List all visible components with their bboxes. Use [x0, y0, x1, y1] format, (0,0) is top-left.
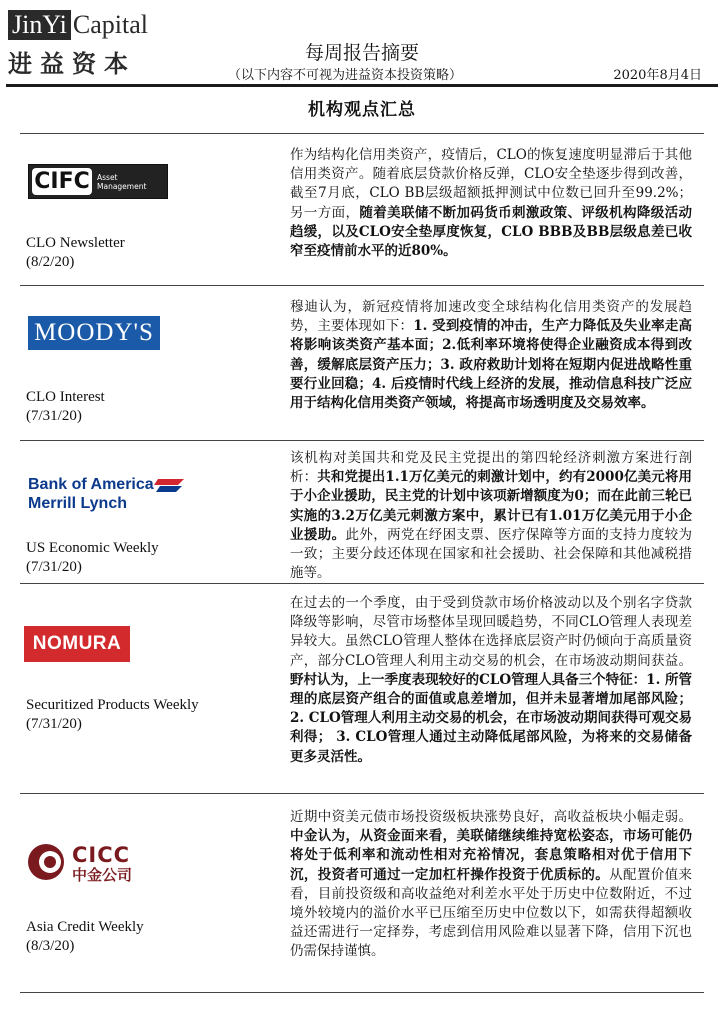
cicc-emblem-icon — [26, 842, 66, 882]
source-name: US Economic Weekly — [26, 540, 159, 556]
summary-text — [290, 298, 692, 413]
logo-chinese-name: 进益资本 — [8, 50, 136, 78]
bofa-flag-icon — [154, 477, 186, 495]
cicc-logo-cn: 中金公司 — [72, 866, 133, 884]
nomura-logo: NOMURA — [24, 626, 130, 662]
summary-plain: 作为结构化信用类资产，疫情后，CLO的恢复速度明显滞后于其他信用类资产。随着底层贷款价格反弹，CLO安全垫逐步得到改善，截至7月底，CLO BB层级超额抵押测试中位数已回升至99.2%；另一方面， — [290, 147, 692, 221]
source-name: CLO Interest — [26, 389, 105, 405]
source-info — [26, 539, 159, 577]
cifc-logo — [28, 164, 168, 199]
source-name: Asia Credit Weekly — [26, 919, 144, 935]
summary-plain: 该机构对美国共和党及民主党提出的第四轮经济刺激方案进行剖析： — [290, 450, 692, 486]
bofa-logo — [28, 475, 154, 513]
source-info — [26, 918, 144, 956]
summary-bold: 中金认为，从资金面来看，美联储继续维持宽松姿态，市场可能仍将处于低利率和流动性相对充裕情况，套息策略相对优于信用下沉，投资者可通过一定加杠杆操作投资于优质标的。 — [290, 828, 692, 883]
cicc-logo — [72, 844, 132, 884]
cifc-logo-subtext: Asset Management — [97, 172, 147, 191]
summary-bold: 1. 受到疫情的冲击，生产力降低及失业率走高将影响该类资产基本面；2.低利率环境将使得企业融资成本得到改善，缓解底层资产压力；3. 政府救助计划将在短期内促进战略性重要行业回稳；4. 后疫情时代线上经济的发展，推动信息科技广泛应用于结构化信用类资产领域，将提高市场透明度及交易效率。 — [290, 318, 693, 412]
source-name: CLO Newsletter — [26, 235, 125, 251]
summary-bold: 共和党提出1.1万亿美元的刺激计划中，约有2000亿美元将用于小企业援助，民主党的计划中该项新增额度为0；而在此前三轮已实施的3.2万亿美元刺激方案中，累计已有1.01万亿美元用于小企业援助。 — [290, 469, 692, 543]
summary-row-moodys — [20, 285, 704, 441]
summary-row-cicc — [20, 793, 704, 993]
summary-plain: 在过去的一个季度，由于受到贷款市场价格波动以及个别名字贷款降级等影响，尽管市场整体呈现回暖趋势，不同CLO管理人表现差异较大。虽然CLO管理人整体在选择底层资产时仍倾向于高质量资产，部分CLO管理人利用主动交易的机会，在市场波动期间获益。 — [290, 595, 692, 669]
source-name: Securitized Products Weekly — [26, 697, 199, 713]
logo-capital: Capital — [72, 10, 149, 39]
bofa-logo-line1: Bank of America — [28, 476, 154, 493]
source-info — [26, 696, 199, 734]
summary-row-nomura — [20, 583, 704, 794]
summary-text — [290, 449, 692, 583]
report-date: 2020年8月4日 — [613, 68, 702, 83]
source-date: (7/31/20) — [26, 716, 82, 732]
summary-row-cifc — [20, 133, 704, 286]
bottom-divider — [20, 992, 704, 993]
summary-row-bofa — [20, 440, 704, 584]
summary-bold: 随着美联储不断加码货币刺激政策、评级机构降级活动趋缓，以及CLO安全垫厚度恢复，CLO BBB及BB层级息差已收窄至疫情前水平的近80%。 — [290, 204, 692, 260]
summary-bold: 野村认为，上一季度表现较好的CLO管理人具备三个特征：1. 所管理的底层资产组合的面值或息差增加，但并未显著增加尾部风险；2. CLO管理人利用主动交易的机会，在市场波动期间获得可观交易利得； 3. CLO管理人通过主动降低尾部风险，为将来的交易储备更多灵活性。 — [290, 671, 692, 765]
source-info — [26, 234, 125, 272]
moodys-logo: MOODY'S — [28, 316, 160, 350]
source-date: (7/31/20) — [26, 408, 82, 424]
summary-text — [290, 808, 692, 962]
logo-jinyi: JinYi — [8, 10, 71, 40]
summary-tail: 此外，两党在纾困支票、医疗保障等方面的支持力度较为一致；主要分歧还体现在国家和社会援助、社会保障和其他减税措施等。 — [290, 526, 692, 582]
report-disclaimer: （以下内容不可视为进益资本投资策略） — [228, 68, 463, 83]
summary-tail: 从配置价值来看，目前投资级和高收益绝对利差水平处于历史中位数附近，不过境外较境内的溢价水平已压缩至历史中位数以下，如需获得超额收益还需进行一定择券，考虑到信用风险难以显著下降，信用下沉也仍需保持谨慎。 — [290, 866, 692, 960]
summary-text — [290, 594, 692, 767]
header-divider — [6, 84, 718, 87]
cicc-logo-en: CICC — [72, 843, 131, 867]
summary-plain: 近期中资美元债市场投资级板块涨势良好，高收益板块小幅走弱。 — [290, 809, 692, 825]
summary-plain: 穆迪认为，新冠疫情将加速改变全球结构化信用类资产的发展趋势，主要体现如下： — [290, 299, 692, 335]
summary-text — [290, 146, 692, 261]
source-date: (8/3/20) — [26, 938, 75, 954]
cifc-logo-text: CIFC — [32, 168, 92, 195]
source-date: (8/2/20) — [26, 254, 75, 270]
source-date: (7/31/20) — [26, 559, 82, 575]
bofa-logo-line2: Merrill Lynch — [28, 495, 127, 512]
source-info — [26, 388, 105, 426]
section-title: 机构观点汇总 — [308, 100, 416, 120]
report-title: 每周报告摘要 — [304, 42, 419, 64]
